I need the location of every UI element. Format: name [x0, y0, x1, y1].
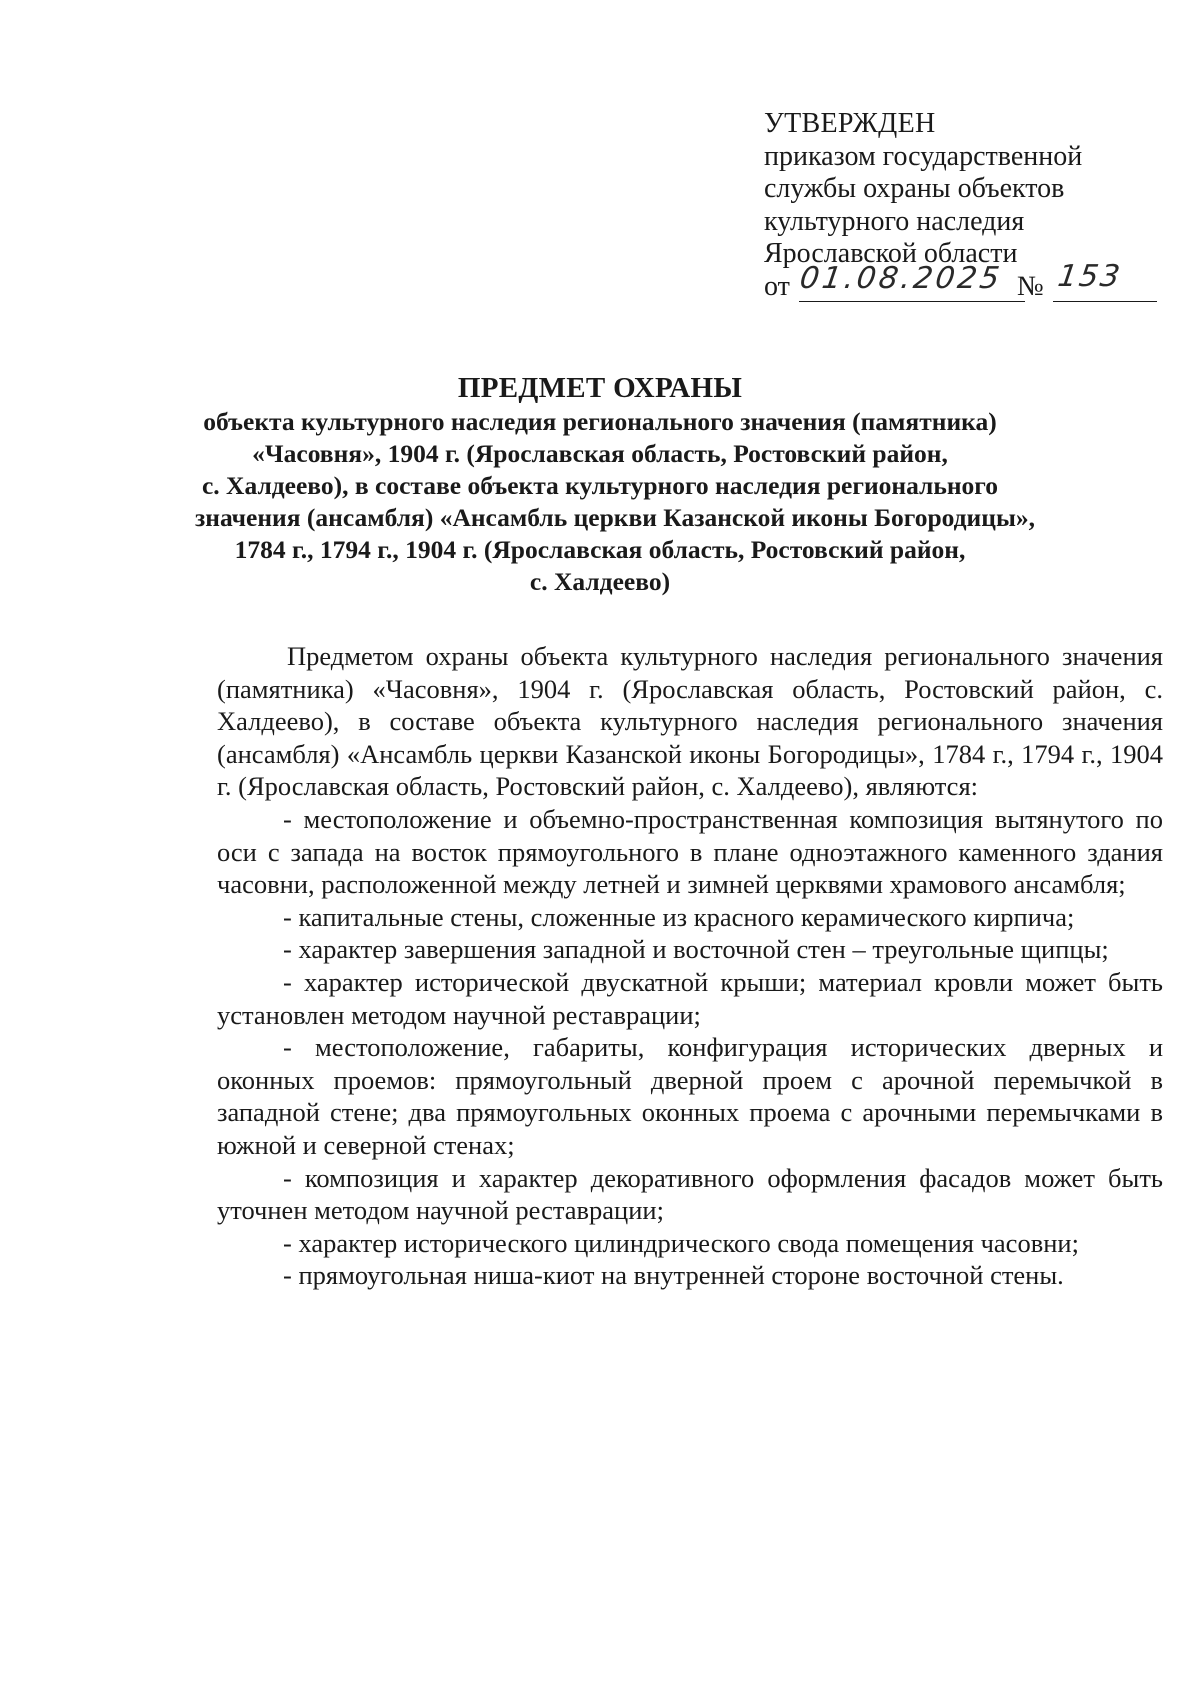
protection-item: - характер исторического цилиндрического свода помещения часовни;	[283, 1227, 1079, 1258]
document-title-block	[200, 371, 1000, 405]
protection-item: - местоположение, габариты, конфигурация исторических дверных и оконных проемов: прямоугольный дверной проем с арочной перемычкой в западной стене; два прямоугольных оконных проема с арочными перемычками в южной и северной стенах;	[217, 1032, 1163, 1160]
protection-item: - характер исторической двускатной крыши; материал кровли может быть установлен методом научной реставрации;	[217, 966, 1163, 1030]
subtitle-line: 1784 г., 1794 г., 1904 г. (Ярославская область, Ростовский район,	[234, 535, 966, 564]
subtitle-line: объекта культурного наследия регионального значения (памятника)	[203, 407, 997, 436]
handwritten-date: 01.08.2025	[797, 260, 1005, 296]
subtitle-line: с. Халдеево)	[529, 567, 671, 596]
handwritten-number: 153	[1055, 258, 1124, 294]
approval-line: службы охраны объектов	[764, 173, 1065, 204]
date-underline	[799, 301, 1025, 302]
protection-item: - прямоугольная ниша-киот на внутренней стороне восточной стены.	[283, 1260, 1064, 1291]
approval-line: культурного наследия	[764, 205, 1025, 237]
approval-block	[764, 108, 1164, 307]
from-label: от	[764, 270, 790, 302]
number-underline	[1053, 301, 1157, 302]
subtitle-line: с. Халдеево), в составе объекта культурного наследия регионального	[201, 471, 998, 500]
intro-paragraph: Предметом охраны объекта культурного наследия регионального значения (памятника) «Часовня», 1904 г. (Ярославская область, Ростовский район, с. Халдеево), в составе объекта культурного наследия регионального значения (ансамбля) «Ансамбль церкви Казанской иконы Богородицы», 1784 г., 1794 г., 1904 г. (Ярославская область, Ростовский район, с. Халдеево), являются:	[217, 641, 1163, 802]
subtitle-line: «Часовня», 1904 г. (Ярославская область, Ростовский район,	[252, 439, 948, 468]
approval-line: Ярославской области	[764, 238, 1018, 269]
order-date-number-line	[764, 258, 1164, 307]
protection-item: - характер завершения западной и восточной стен – треугольные щипцы;	[283, 934, 1109, 965]
number-label: №	[1017, 270, 1044, 302]
protection-item: - местоположение и объемно-пространственная композиция вытянутого по оси с запада на восток прямоугольного в плане одноэтажного каменного здания часовни, расположенной между летней и зимней церквями храмового ансамбля;	[217, 803, 1163, 900]
approval-line: приказом государственной	[764, 140, 1083, 172]
protection-item: - композиция и характер декоративного оформления фасадов может быть уточнен методом научной реставрации;	[217, 1162, 1163, 1226]
document-body	[217, 640, 1163, 1292]
document-title: ПРЕДМЕТ ОХРАНЫ	[457, 372, 743, 404]
protection-item: - капитальные стены, сложенные из красного керамического кирпича;	[283, 901, 1075, 932]
approved-heading: УТВЕРЖДЕН	[764, 108, 936, 139]
subtitle-line: значения (ансамбля) «Ансамбль церкви Казанской иконы Богородицы»,	[195, 503, 1035, 532]
document-subtitle	[195, 406, 1035, 598]
